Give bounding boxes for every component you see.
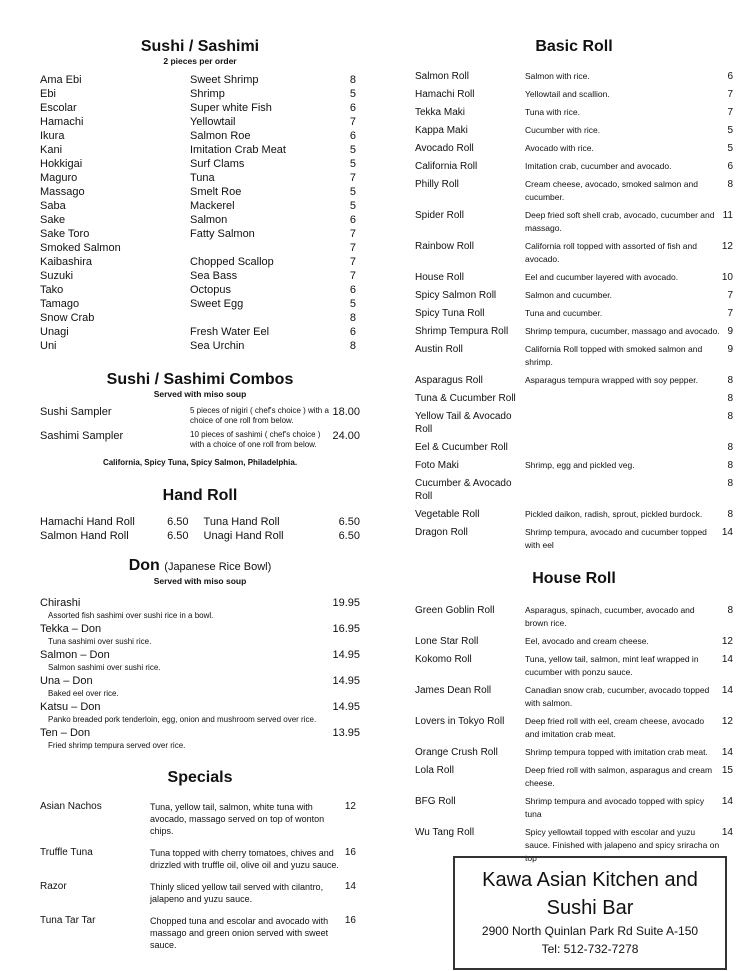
sushi-price: 5 [349, 144, 356, 156]
don-name: Tekka – Don [40, 623, 102, 635]
sushi-row [40, 255, 360, 269]
sushi-row [40, 185, 360, 199]
don-desc: Assorted fish sashimi over sushi rice in a bowl. [48, 611, 214, 620]
sushi-japanese-name: Ebi [40, 88, 56, 100]
hand-name: Tuna Hand Roll [203, 516, 280, 528]
house-roll-price: 14 [721, 654, 733, 665]
don-price: 19.95 [332, 597, 360, 609]
don-desc: Baked eel over rice. [48, 689, 119, 698]
house-title: House Roll [532, 570, 616, 587]
special-row [40, 801, 360, 837]
don-list [40, 597, 360, 751]
combos-note: California, Spicy Tuna, Spicy Salmon, Philadelphia. [102, 458, 298, 467]
sushi-price: 5 [349, 158, 356, 170]
sushi-japanese-name: Hokkigai [40, 158, 83, 170]
hand-name: Unagi Hand Roll [203, 530, 284, 542]
house-roll-row [415, 764, 733, 790]
basic-roll-row [415, 477, 733, 503]
house-list [415, 604, 733, 865]
don-row [40, 701, 360, 714]
basic-roll-name: Philly Roll [415, 179, 459, 190]
hand-price: 6.50 [167, 530, 189, 542]
house-roll-price: 15 [721, 765, 733, 776]
combo-row [40, 430, 360, 450]
basic-roll-name: Spicy Salmon Roll [415, 290, 497, 301]
sushi-row [40, 311, 360, 325]
sushi-row [40, 297, 360, 311]
basic-roll-desc: Cream cheese, avocado, smoked salmon and cucumber. [525, 179, 698, 202]
house-roll-desc: Asparagus, spinach, cucumber, avocado and brown rice. [525, 605, 695, 628]
basic-roll-desc [525, 441, 720, 454]
basic-roll-row [415, 240, 733, 266]
hand-row [40, 515, 360, 529]
basic-roll-row [415, 142, 733, 155]
don-name: Chirashi [40, 597, 81, 609]
basic-roll-row [415, 343, 733, 369]
sushi-row [40, 269, 360, 283]
house-roll-desc: Canadian snow crab, cucumber, avocado topped with salmon. [525, 685, 710, 708]
basic-roll-desc: Salmon and cucumber. [525, 290, 612, 300]
basic-roll-desc: Deep fried soft shell crab, avocado, cucumber and massago. [525, 210, 715, 233]
hand-row [40, 529, 360, 543]
house-roll-desc: Shrimp tempura topped with imitation crab meat. [525, 747, 708, 757]
basic-roll-row [415, 526, 733, 552]
sushi-row [40, 241, 360, 255]
house-roll-price: 14 [721, 747, 733, 758]
sushi-japanese-name: Suzuki [40, 270, 74, 282]
sushi-japanese-name: Ikura [40, 130, 65, 142]
sushi-price: 8 [349, 340, 356, 352]
don-price: 16.95 [332, 623, 360, 635]
basic-roll-price: 5 [727, 143, 733, 154]
combo-list [40, 406, 360, 450]
sushi-japanese-name: Sake Toro [40, 228, 90, 240]
basic-roll-name: Avocado Roll [415, 143, 474, 154]
house-roll-name: Kokomo Roll [415, 654, 472, 665]
sushi-english-name: Shrimp [190, 88, 225, 100]
sushi-row [40, 227, 360, 241]
house-roll-desc: Eel, avocado and cream cheese. [525, 636, 649, 646]
sushi-english-name: Chopped Scallop [190, 256, 274, 268]
hand-price: 6.50 [338, 530, 360, 542]
sushi-japanese-name: Ama Ebi [40, 74, 82, 86]
sushi-price: 5 [349, 298, 356, 310]
special-row [40, 847, 360, 871]
combo-price: 18.00 [332, 406, 360, 418]
sushi-price: 8 [349, 312, 356, 324]
basic-roll-desc: Shrimp tempura, cucumber, massago and avocado. [525, 326, 720, 336]
sushi-japanese-name: Tamago [40, 298, 80, 310]
basic-roll-desc: Pickled daikon, radish, sprout, pickled burdock. [525, 509, 703, 519]
house-roll-price: 12 [721, 716, 733, 727]
basic-roll-row [415, 160, 733, 173]
sushi-english-name: Salmon [190, 214, 228, 226]
basic-roll-name: Foto Maki [415, 460, 459, 471]
basic-roll-row [415, 508, 733, 521]
basic-roll-name: Cucumber & Avocado Roll [415, 478, 512, 502]
sushi-row [40, 73, 360, 87]
basic-roll-row [415, 88, 733, 101]
house-roll-name: Lone Star Roll [415, 636, 479, 647]
basic-roll-name: Tekka Maki [415, 107, 466, 118]
basic-roll-desc [525, 392, 720, 405]
sushi-japanese-name: Escolar [40, 102, 77, 114]
sushi-price: 7 [349, 116, 356, 128]
don-name: Katsu – Don [40, 701, 101, 713]
house-roll-price: 12 [721, 636, 733, 647]
sushi-japanese-name: Kaibashira [40, 256, 92, 268]
basic-roll-price: 8 [727, 442, 733, 453]
don-desc: Fried shrimp tempura served over rice. [48, 741, 186, 750]
basic-roll-price: 7 [727, 89, 733, 100]
basic-roll-desc: Shrimp, egg and pickled veg. [525, 460, 635, 470]
basic-roll-row [415, 70, 733, 83]
basic-roll-name: Rainbow Roll [415, 241, 474, 252]
sushi-row [40, 101, 360, 115]
combos-title: Sushi / Sashimi Combos [106, 371, 294, 388]
special-row [40, 915, 360, 951]
combo-desc: 5 pieces of nigiri ( chef's choice ) with a choice of one roll from below. [190, 406, 329, 425]
restaurant-box [453, 856, 727, 970]
house-roll-row [415, 653, 733, 679]
hand-price: 6.50 [338, 516, 360, 528]
basic-roll-name: Eel & Cucumber Roll [415, 442, 508, 453]
don-price: 13.95 [332, 727, 360, 739]
house-roll-desc: Tuna, yellow tail, salmon, mint leaf wrapped in cucumber with ponzu sauce. [525, 654, 699, 677]
sushi-row [40, 157, 360, 171]
basic-roll-desc: Salmon with rice. [525, 71, 590, 81]
left-column [40, 38, 360, 961]
basic-roll-desc: Eel and cucumber layered with avocado. [525, 272, 679, 282]
sushi-english-name: Mackerel [190, 200, 235, 212]
basic-roll-desc: Imitation crab, cucumber and avocado. [525, 161, 672, 171]
basic-roll-name: Spider Roll [415, 210, 464, 221]
basic-roll-name: Salmon Roll [415, 71, 469, 82]
basic-roll-row [415, 392, 733, 405]
special-price: 14 [344, 881, 356, 892]
house-roll-price: 14 [721, 685, 733, 696]
house-roll-name: Green Goblin Roll [415, 605, 495, 616]
house-roll-row [415, 604, 733, 630]
basic-title: Basic Roll [535, 38, 613, 55]
basic-roll-name: Vegetable Roll [415, 509, 480, 520]
basic-list [415, 70, 733, 552]
basic-roll-price: 12 [721, 241, 733, 252]
basic-roll-row [415, 209, 733, 235]
sushi-english-name: Imitation Crab Meat [190, 144, 286, 156]
house-roll-name: Lovers in Tokyo Roll [415, 716, 505, 727]
house-roll-price: 14 [721, 796, 733, 807]
sushi-japanese-name: Saba [40, 200, 66, 212]
don-row [40, 675, 360, 688]
house-roll-desc: Shrimp tempura and avocado topped with spicy tuna [525, 796, 705, 819]
basic-roll-name: Yellow Tail & Avocado Roll [415, 411, 512, 435]
sushi-english-name: Salmon Roe [190, 130, 251, 142]
special-desc: Tuna topped with cherry tomatoes, chives and drizzled with truffle oil, olive oil and yuzu sauce. [150, 848, 339, 870]
sushi-price: 7 [349, 228, 356, 240]
sushi-english-name: Sea Bass [190, 270, 238, 282]
don-price: 14.95 [332, 701, 360, 713]
sushi-japanese-name: Massago [40, 186, 85, 198]
basic-roll-name: Dragon Roll [415, 527, 468, 538]
restaurant-tel: Tel: 512-732-7278 [541, 942, 639, 956]
sushi-row [40, 325, 360, 339]
hand-name: Hamachi Hand Roll [40, 516, 135, 528]
basic-roll-price: 7 [727, 308, 733, 319]
sushi-english-name: Surf Clams [190, 158, 245, 170]
combos-subtitle: Served with miso soup [153, 389, 247, 399]
basic-roll-name: Shrimp Tempura Roll [415, 326, 509, 337]
combo-row [40, 406, 360, 426]
don-row [40, 597, 360, 610]
sushi-japanese-name: Maguro [40, 172, 78, 184]
sushi-price: 7 [349, 270, 356, 282]
sushi-price: 7 [349, 256, 356, 268]
sushi-japanese-name: Smoked Salmon [40, 242, 121, 254]
combo-desc: 10 pieces of sashimi ( chef's choice ) with a choice of one roll from below. [190, 430, 321, 449]
basic-roll-row [415, 178, 733, 204]
house-roll-price: 8 [727, 605, 733, 616]
special-name: Tuna Tar Tar [40, 915, 96, 926]
basic-roll-desc: California roll topped with assorted of fish and avocado. [525, 241, 697, 264]
basic-roll-row [415, 374, 733, 387]
sushi-price: 6 [349, 102, 356, 114]
sushi-price: 6 [349, 130, 356, 142]
don-name: Una – Don [40, 675, 93, 687]
basic-roll-name: Austin Roll [415, 344, 463, 355]
don-subtitle: Served with miso soup [153, 576, 247, 586]
basic-roll-name: Hamachi Roll [415, 89, 475, 100]
basic-roll-price: 14 [721, 527, 733, 538]
basic-roll-price: 8 [727, 393, 733, 404]
basic-roll-desc: Yellowtail and scallion. [525, 89, 610, 99]
sushi-price: 5 [349, 200, 356, 212]
basic-roll-row [415, 124, 733, 137]
sushi-row [40, 199, 360, 213]
sushi-english-name: Yellowtail [190, 116, 236, 128]
basic-roll-price: 8 [727, 478, 733, 489]
combo-name: Sushi Sampler [40, 406, 112, 418]
special-price: 16 [344, 915, 356, 926]
basic-roll-price: 8 [727, 411, 733, 422]
sushi-english-name [190, 241, 340, 255]
sushi-japanese-name: Sake [40, 214, 66, 226]
hand-price: 6.50 [167, 516, 189, 528]
specials-list [40, 801, 360, 951]
sushi-english-name: Fresh Water Eel [190, 326, 270, 338]
sushi-english-name: Sea Urchin [190, 340, 245, 352]
don-desc: Panko breaded pork tenderloin, egg, onion and mushroom served over rice. [48, 715, 317, 724]
restaurant-name: Kawa Asian Kitchen and Sushi Bar [482, 869, 698, 919]
basic-roll-name: Asparagus Roll [415, 375, 483, 386]
basic-roll-row [415, 410, 733, 436]
sushi-english-name: Tuna [190, 172, 215, 184]
sushi-price: 6 [349, 214, 356, 226]
specials-title: Specials [167, 769, 233, 786]
sushi-japanese-name: Kani [40, 144, 63, 156]
don-row [40, 623, 360, 636]
basic-roll-name: California Roll [415, 161, 478, 172]
special-price: 12 [344, 801, 356, 812]
basic-roll-price: 8 [727, 509, 733, 520]
sushi-price: 7 [349, 242, 356, 254]
house-roll-row [415, 684, 733, 710]
basic-roll-desc [525, 477, 720, 503]
basic-roll-price: 5 [727, 125, 733, 136]
sushi-japanese-name: Snow Crab [40, 312, 95, 324]
sushi-title: Sushi / Sashimi [140, 38, 260, 55]
sushi-english-name: Super white Fish [190, 102, 272, 114]
special-name: Asian Nachos [40, 801, 102, 812]
house-roll-name: Lola Roll [415, 765, 454, 776]
house-roll-name: James Dean Roll [415, 685, 492, 696]
house-roll-row [415, 635, 733, 648]
special-desc: Thinly sliced yellow tail served with cilantro, jalapeno and yuzu sauce. [150, 882, 324, 904]
don-name: Salmon – Don [40, 649, 110, 661]
don-price: 14.95 [332, 649, 360, 661]
basic-roll-price: 9 [727, 344, 733, 355]
basic-roll-row [415, 325, 733, 338]
sushi-japanese-name: Uni [40, 340, 57, 352]
sushi-japanese-name: Hamachi [40, 116, 84, 128]
special-name: Truffle Tuna [40, 847, 93, 858]
sushi-price: 5 [349, 186, 356, 198]
basic-roll-desc: Tuna and cucumber. [525, 308, 603, 318]
basic-roll-price: 6 [727, 71, 733, 82]
house-roll-name: Orange Crush Roll [415, 747, 498, 758]
special-price: 16 [344, 847, 356, 858]
sushi-price: 7 [349, 172, 356, 184]
sushi-list [40, 73, 360, 353]
house-roll-row [415, 715, 733, 741]
basic-roll-price: 10 [721, 272, 733, 283]
sushi-price: 8 [349, 74, 356, 86]
special-desc: Chopped tuna and escolar and avocado with massago and green onion served with sweet sauce. [150, 916, 329, 950]
basic-roll-price: 8 [727, 375, 733, 386]
basic-roll-name: House Roll [415, 272, 464, 283]
house-roll-price: 14 [721, 827, 733, 838]
house-roll-row [415, 746, 733, 759]
sushi-row [40, 171, 360, 185]
sushi-japanese-name: Tako [40, 284, 64, 296]
basic-roll-name: Tuna & Cucumber Roll [415, 393, 516, 404]
basic-roll-desc: Tuna with rice. [525, 107, 580, 117]
house-roll-desc: Spicy yellowtail topped with escolar and yuzu sauce. Finished with jalapeno and spicy sriracha on top [525, 827, 720, 863]
basic-roll-price: 7 [727, 107, 733, 118]
basic-roll-row [415, 271, 733, 284]
basic-roll-row [415, 289, 733, 302]
basic-roll-name: Spicy Tuna Roll [415, 308, 485, 319]
sushi-row [40, 283, 360, 297]
basic-roll-price: 11 [722, 210, 733, 221]
sushi-row [40, 87, 360, 101]
sushi-english-name: Octopus [190, 284, 231, 296]
combo-price: 24.00 [332, 430, 360, 442]
restaurant-address: 2900 North Quinlan Park Rd Suite A-150 [481, 924, 699, 938]
basic-roll-name: Kappa Maki [415, 125, 468, 136]
basic-roll-row [415, 459, 733, 472]
sushi-english-name: Smelt Roe [190, 186, 242, 198]
don-price: 14.95 [332, 675, 360, 687]
house-roll-row [415, 795, 733, 821]
sushi-row [40, 213, 360, 227]
basic-roll-desc: Asparagus tempura wrapped with soy pepper. [525, 375, 698, 385]
basic-roll-desc: California Roll topped with smoked salmon and shrimp. [525, 344, 703, 367]
sushi-price: 6 [349, 326, 356, 338]
right-column [415, 38, 733, 870]
basic-roll-price: 6 [727, 161, 733, 172]
basic-roll-price: 9 [727, 326, 733, 337]
sushi-row [40, 339, 360, 353]
special-desc: Tuna, yellow tail, salmon, white tuna with avocado, massago served on top of wonton chips. [150, 802, 325, 836]
basic-roll-row [415, 307, 733, 320]
don-row [40, 649, 360, 662]
house-roll-name: Wu Tang Roll [415, 827, 475, 838]
hand-title: Hand Roll [162, 487, 238, 504]
don-title: Don (Japanese Rice Bowl) [128, 557, 272, 574]
sushi-english-name: Sweet Shrimp [190, 74, 259, 86]
house-roll-desc: Deep fried roll with salmon, asparagus and cream cheese. [525, 765, 713, 788]
basic-roll-desc: Shrimp tempura, avocado and cucumber topped with eel [525, 527, 707, 550]
combo-name: Sashimi Sampler [40, 430, 124, 442]
don-desc: Tuna sashimi over sushi rice. [48, 637, 152, 646]
basic-roll-row [415, 106, 733, 119]
hand-name: Salmon Hand Roll [40, 530, 129, 542]
hand-list [40, 515, 360, 543]
sushi-price: 6 [349, 284, 356, 296]
house-roll-name: BFG Roll [415, 796, 456, 807]
sushi-row [40, 115, 360, 129]
basic-roll-price: 7 [727, 290, 733, 301]
basic-roll-price: 8 [727, 460, 733, 471]
basic-roll-desc [525, 410, 720, 436]
sushi-english-name [190, 311, 340, 325]
house-roll-desc: Deep fried roll with eel, cream cheese, avocado and imitation crab meat. [525, 716, 705, 739]
sushi-english-name: Sweet Egg [190, 298, 244, 310]
don-row [40, 727, 360, 740]
don-desc: Salmon sashimi over sushi rice. [48, 663, 161, 672]
special-row [40, 881, 360, 905]
sushi-japanese-name: Unagi [40, 326, 69, 338]
special-name: Razor [40, 881, 67, 892]
sushi-row [40, 143, 360, 157]
sushi-subtitle: 2 pieces per order [163, 56, 237, 66]
basic-roll-row [415, 441, 733, 454]
basic-roll-price: 8 [727, 179, 733, 190]
sushi-row [40, 129, 360, 143]
don-name: Ten – Don [40, 727, 91, 739]
sushi-price: 5 [349, 88, 356, 100]
basic-roll-desc: Cucumber with rice. [525, 125, 601, 135]
sushi-english-name: Fatty Salmon [190, 228, 255, 240]
basic-roll-desc: Avocado with rice. [525, 143, 594, 153]
